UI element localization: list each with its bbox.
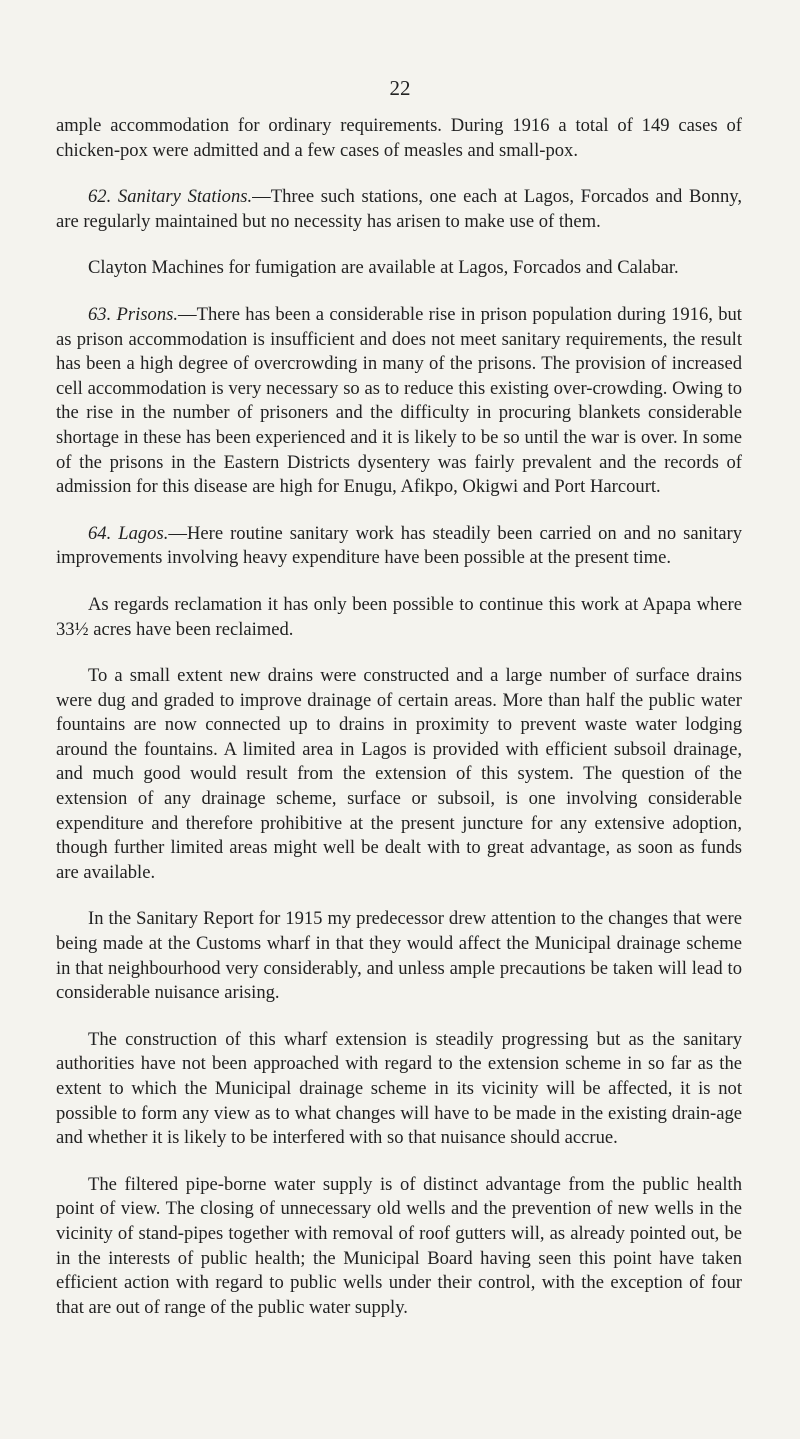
paragraph: 62. Sanitary Stations.—Three such stations, one each at Lagos, Forcados and Bonny, are regularly maintained but no necessity has arisen to make use of them. [56,186,742,232]
section-heading: 64. Lagos. [88,522,169,544]
paragraph: As regards reclamation it has only been possible to continue this work at Apapa where 33½ acres have been reclaimed. [56,593,742,640]
paragraph: 63. Prisons.—There has been a considerable rise in prison population during 1916, but as prison accommodation is insufficient and does not meet sanitary requirements, the result has been a high degree of overcrowding in many of the prisons. The provision of increased cell accommodation is very necessary so as to reduce this existing over-crowding. Owing to the rise in the number of prisoners and the difficulty in procuring blankets considerable shortage in these has been experienced and it is likely to be so until the war is over. In some of the prisons in the Eastern Districts dysentery was fairly prevalent and the records of admission for this disease are high for Enugu, Afikpo, Okigwi and Port Harcourt. [56,303,742,498]
paragraph: To a small extent new drains were constructed and a large number of surface drains were dug and graded to improve drainage of certain areas. More than half the public water fountains are now connected up to drains in proximity to prevent waste water lodging around the fountains. A limited area in Lagos is provided with efficient subsoil drainage, and much good would result from the extension of this system. The question of the extension of any drainage scheme, surface or subsoil, is one involving considerable expenditure and therefore prohibitive at the present juncture for any extensive adoption, though further limited areas might well be dealt with to great advantage, as soon as funds are available. [56,665,742,883]
paragraph: The filtered pipe-borne water supply is of distinct advantage from the public health point of view. The closing of unnecessary old wells and the prevention of new wells in the vicinity of stand-pipes together with removal of roof gutters will, as already pointed out, be in the interests of public health; the Municipal Board having seen this point have taken efficient action with regard to public wells under their control, with the exception of four that are out of range of the public water supply. [56,1173,742,1318]
paragraph: In the Sanitary Report for 1915 my predecessor drew attention to the changes that were being made at the Customs wharf in that they would affect the Municipal drainage scheme in that neighbourhood very considerably, and unless ample precautions be taken will lead to considerable nuisance arising. [56,908,742,1004]
report-body [56,114,742,1342]
section-heading: 62. Sanitary Stations. [88,186,253,208]
paragraph: The construction of this wharf extension is steadily progressing but as the sanitary authorities have not been approached with regard to the extension scheme in so far as the extent to which the Municipal drainage scheme in its vicinity will be affected, it is not possible to form any view as to what changes will have to be made in the existing drain-age and whether it is likely to be interfered with so that nuisance should accrue. [56,1028,742,1149]
paragraph: ample accommodation for ordinary requirements. During 1916 a total of 149 cases of chicken-pox were admitted and a few cases of measles and small-pox. [56,115,742,161]
paragraph: Clayton Machines for fumigation are available at Lagos, Forcados and Calabar. [88,257,679,279]
paragraph: 64. Lagos.—Here routine sanitary work has steadily been carried on and no sanitary improvements involving heavy expenditure have been possible at the present time. [56,522,742,569]
page-number: 22 [389,76,411,100]
section-heading: 63. Prisons. [88,303,179,325]
